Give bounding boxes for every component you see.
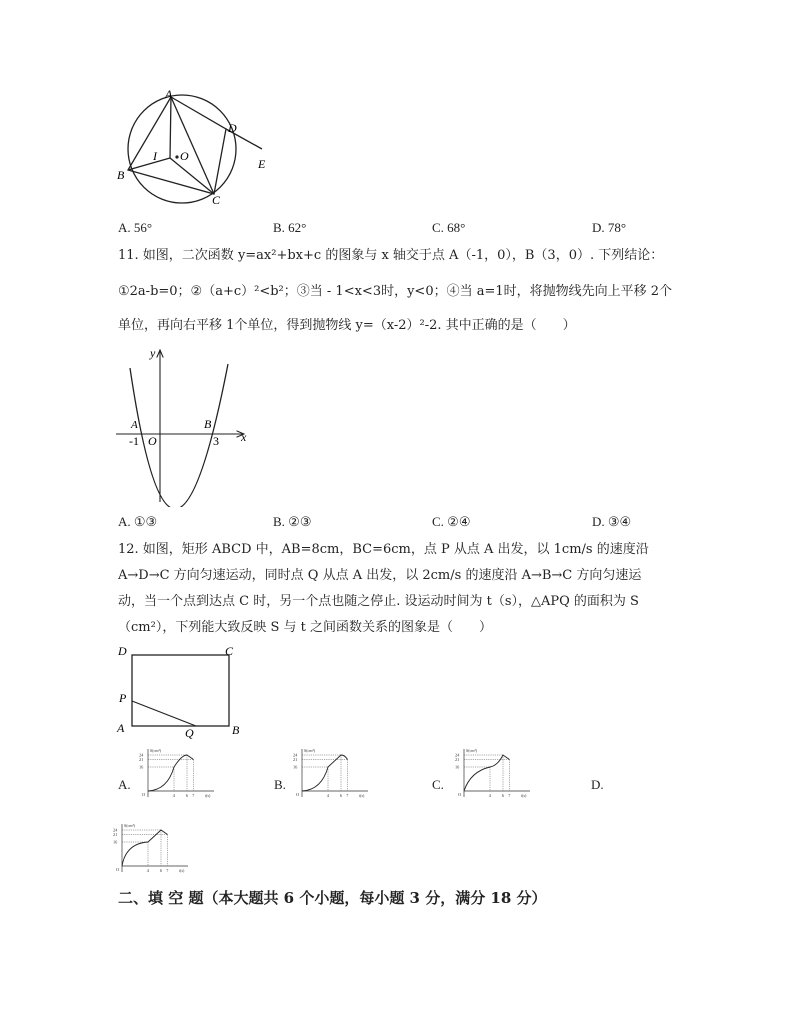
q11-option-d[interactable]: D. ③④ <box>592 514 632 529</box>
mini-origin: O <box>458 792 462 797</box>
q11-line-1: 11. 如图，二次函数 y=ax²+bx+c 的图象与 x 轴交于点 A（-1，0），B（3，0）. 下列结论： <box>118 248 664 263</box>
graph-label-o: O <box>148 434 157 448</box>
graph-label-y: y <box>150 346 156 360</box>
option-d-graph <box>112 822 192 880</box>
parabola-graph <box>110 342 260 507</box>
rect-label-a: A <box>117 721 125 735</box>
mini-y-tick: 21 <box>293 757 298 762</box>
q11-line-2: ①2a-b=0；②（a+c）²<b²；③当 - 1<x<3时，y<0；④当 a=1时，将抛物线先向上平移 2个 <box>118 284 673 299</box>
mini-xlabel: t(s) <box>521 793 527 798</box>
mini-ylabel: S(cm²) <box>466 748 477 753</box>
mini-y-tick: 21 <box>113 832 118 837</box>
mini-x-tick: 6 <box>185 793 188 798</box>
mini-ylabel: S(cm²) <box>124 823 135 828</box>
label-a: A <box>165 88 173 101</box>
q11-option-b[interactable]: B. ②③ <box>273 514 312 529</box>
mini-origin: O <box>142 792 146 797</box>
segment-ci <box>170 158 214 194</box>
mini-xlabel: t(s) <box>359 793 365 798</box>
q11-option-a[interactable]: A. ①③ <box>118 514 158 529</box>
q12-line-4: （cm²），下列能大致反映 S 与 t 之间函数关系的图象是（ ） <box>118 620 492 635</box>
mini-x-tick: 4 <box>326 793 329 798</box>
mini-ylabel: S(cm²) <box>150 748 161 753</box>
mini-y-tick: 16 <box>293 764 298 770</box>
q10-option-b[interactable]: B. 62° <box>273 220 307 235</box>
q12-line-3: 动，当一个点到达点 C 时，另一个点也随之停止. 设运动时间为 t（s），△APQ 的面积为 S <box>118 594 639 609</box>
center-dot <box>175 155 178 158</box>
mini-x-tick: 4 <box>172 793 175 798</box>
mini-y-tick: 24 <box>455 752 460 758</box>
rect-label-c: C <box>225 644 234 658</box>
option-b-graph <box>292 747 372 805</box>
q12-option-a[interactable]: A. <box>118 777 131 792</box>
section-heading: 二、填 空 题（本大题共 6 个小题，每小题 3 分，满分 18 分） <box>118 889 547 907</box>
mini-y-tick: 24 <box>139 752 144 758</box>
mini-x-tick: 4 <box>146 868 149 873</box>
mini-y-tick: 21 <box>139 757 144 762</box>
graph-label-3: 3 <box>213 434 219 448</box>
mini-y-tick: 16 <box>113 839 118 845</box>
mini-x-tick: 7 <box>508 793 511 798</box>
label-i: I <box>153 149 157 163</box>
chord-ac <box>171 97 214 194</box>
segment-ai <box>170 97 171 158</box>
rectangle-abcd <box>132 655 229 726</box>
rectangle-figure <box>112 642 252 740</box>
q12-option-c[interactable]: C. <box>432 777 444 792</box>
circle-figure <box>108 88 278 213</box>
mini-x-tick: 6 <box>159 868 162 873</box>
mini-curve <box>122 830 168 866</box>
mini-origin: O <box>296 792 300 797</box>
q10-option-d[interactable]: D. 78° <box>592 220 627 235</box>
label-b: B <box>117 168 125 182</box>
rect-label-p: P <box>119 691 127 705</box>
mini-x-tick: 7 <box>192 793 195 798</box>
rect-label-q: Q <box>185 726 194 740</box>
graph-label-b: B <box>204 417 212 431</box>
mini-x-tick: 6 <box>339 793 342 798</box>
rect-label-d: D <box>118 644 127 658</box>
option-a-graph <box>138 747 218 805</box>
q12-option-b[interactable]: B. <box>274 777 286 792</box>
q12-line-2: A→D→C 方向匀速运动，同时点 Q 从点 A 出发，以 2cm/s 的速度沿 A→B→C 方向匀速运 <box>118 568 642 583</box>
label-d: D <box>228 121 237 135</box>
q11-option-c[interactable]: C. ②④ <box>432 514 471 529</box>
segment-pq <box>132 701 196 726</box>
graph-label-a: A <box>131 419 138 431</box>
label-o: O <box>180 149 189 163</box>
graph-label-neg1: -1 <box>129 434 139 448</box>
graph-label-x: x <box>241 430 247 444</box>
mini-curve <box>464 755 510 791</box>
rect-label-b: B <box>232 723 240 737</box>
option-c-graph <box>454 747 534 805</box>
q12-line-1: 12. 如图，矩形 ABCD 中，AB=8cm，BC=6cm，点 P 从点 A 出发，以 1cm/s 的速度沿 <box>118 542 649 557</box>
mini-x-tick: 4 <box>488 793 491 798</box>
mini-x-tick: 6 <box>501 793 504 798</box>
mini-xlabel: t(s) <box>205 793 211 798</box>
mini-x-tick: 7 <box>346 793 349 798</box>
mini-origin: O <box>116 867 120 872</box>
q10-option-c[interactable]: C. 68° <box>432 220 466 235</box>
mini-y-tick: 21 <box>455 757 460 762</box>
mini-y-tick: 16 <box>139 764 144 770</box>
label-e: E <box>258 157 266 171</box>
q11-line-3: 单位，再向右平移 1个单位，得到抛物线 y=（x-2）²-2. 其中正确的是（ ） <box>118 318 576 333</box>
mini-xlabel: t(s) <box>179 868 185 873</box>
q10-option-a[interactable]: A. 56° <box>118 220 153 235</box>
q12-option-d[interactable]: D. <box>591 777 604 792</box>
mini-ylabel: S(cm²) <box>304 748 315 753</box>
mini-y-tick: 24 <box>293 752 298 758</box>
mini-curve <box>148 755 194 791</box>
mini-x-tick: 7 <box>166 868 169 873</box>
mini-y-tick: 16 <box>455 764 460 770</box>
label-c: C <box>212 193 221 207</box>
mini-y-tick: 24 <box>113 827 118 833</box>
mini-curve <box>302 755 348 791</box>
